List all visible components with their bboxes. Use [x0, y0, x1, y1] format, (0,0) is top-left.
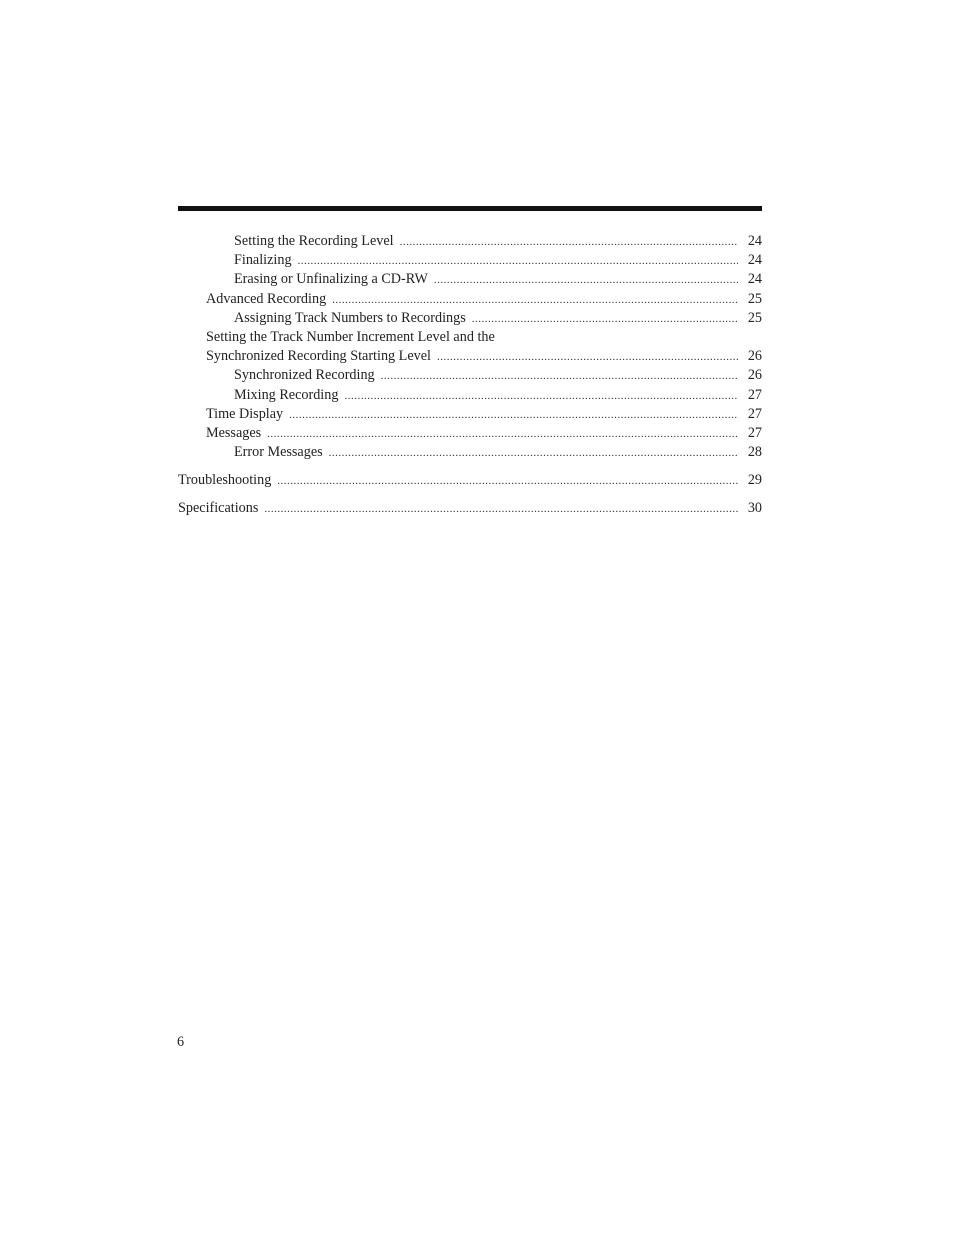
- toc-entry-title: Error Messages: [234, 444, 323, 461]
- toc-entry-page: 27: [747, 405, 762, 422]
- toc-entry-page: 28: [747, 444, 762, 461]
- toc-entry: [178, 251, 762, 270]
- toc-entry-title: Synchronized Recording Starting Level: [206, 348, 431, 365]
- toc-entry-title: Specifications: [178, 500, 259, 517]
- toc-entry-title: Troubleshooting: [178, 472, 272, 489]
- toc-entry-title: Setting the Recording Level: [234, 233, 394, 249]
- toc-entry-title: Mixing Recording: [234, 386, 339, 403]
- toc-leader-dots: [332, 291, 738, 310]
- toc-entry: [178, 443, 762, 462]
- toc-entry-page: 27: [747, 424, 762, 441]
- toc-entry-title: Time Display: [206, 405, 284, 422]
- toc-leader-dots: [344, 387, 738, 406]
- toc-entry: [178, 328, 762, 347]
- toc-entry-title: Erasing or Unfinalizing a CD-RW: [234, 271, 428, 288]
- toc-entry: [178, 366, 762, 385]
- toc-entry: [178, 424, 762, 443]
- toc-leader-dots: [329, 444, 738, 463]
- toc-leader-dots: [472, 310, 738, 329]
- toc-entry: [178, 309, 762, 328]
- toc-leader-dots: [267, 425, 738, 444]
- toc-leader-dots: [437, 348, 738, 367]
- toc-entry-page: 26: [747, 367, 762, 384]
- toc-entry-title: Assigning Track Numbers to Recordings: [234, 309, 466, 326]
- toc-entry-page: 30: [747, 500, 762, 517]
- toc-entry-page: 24: [747, 252, 762, 269]
- toc-entry: [178, 499, 762, 518]
- page-number: 6: [177, 1034, 185, 1050]
- toc-entry-page: 26: [747, 348, 762, 365]
- toc-entry: [178, 232, 762, 251]
- toc-entry-page: 25: [747, 290, 762, 307]
- header-rule: [178, 206, 762, 211]
- table-of-contents: [178, 232, 762, 519]
- toc-entry-title: Finalizing: [234, 252, 292, 269]
- toc-entry-title: Synchronized Recording: [234, 367, 375, 384]
- toc-entry: [178, 405, 762, 424]
- toc-entry-title: Advanced Recording: [206, 290, 327, 307]
- toc-entry-page: 24: [747, 271, 762, 288]
- toc-leader-dots: [298, 252, 738, 271]
- toc-entry: [178, 290, 762, 309]
- toc-leader-dots: [400, 233, 738, 252]
- toc-entry-page: 27: [747, 386, 762, 403]
- toc-entry: [178, 471, 762, 490]
- toc-leader-dots: [289, 406, 738, 425]
- toc-entry-title: Setting the Track Number Increment Level and the: [206, 328, 495, 345]
- toc-leader-dots: [381, 367, 738, 386]
- toc-leader-dots: [264, 500, 738, 519]
- toc-entry-page: 29: [747, 472, 762, 489]
- toc-entry: [178, 386, 762, 405]
- toc-entry-page: 25: [747, 309, 762, 326]
- toc-leader-dots: [434, 271, 738, 290]
- toc-entry: [178, 347, 762, 366]
- toc-leader-dots: [277, 472, 738, 491]
- toc-entry-page: 24: [747, 233, 762, 249]
- toc-entry: [178, 270, 762, 289]
- toc-entry-title: Messages: [206, 424, 262, 441]
